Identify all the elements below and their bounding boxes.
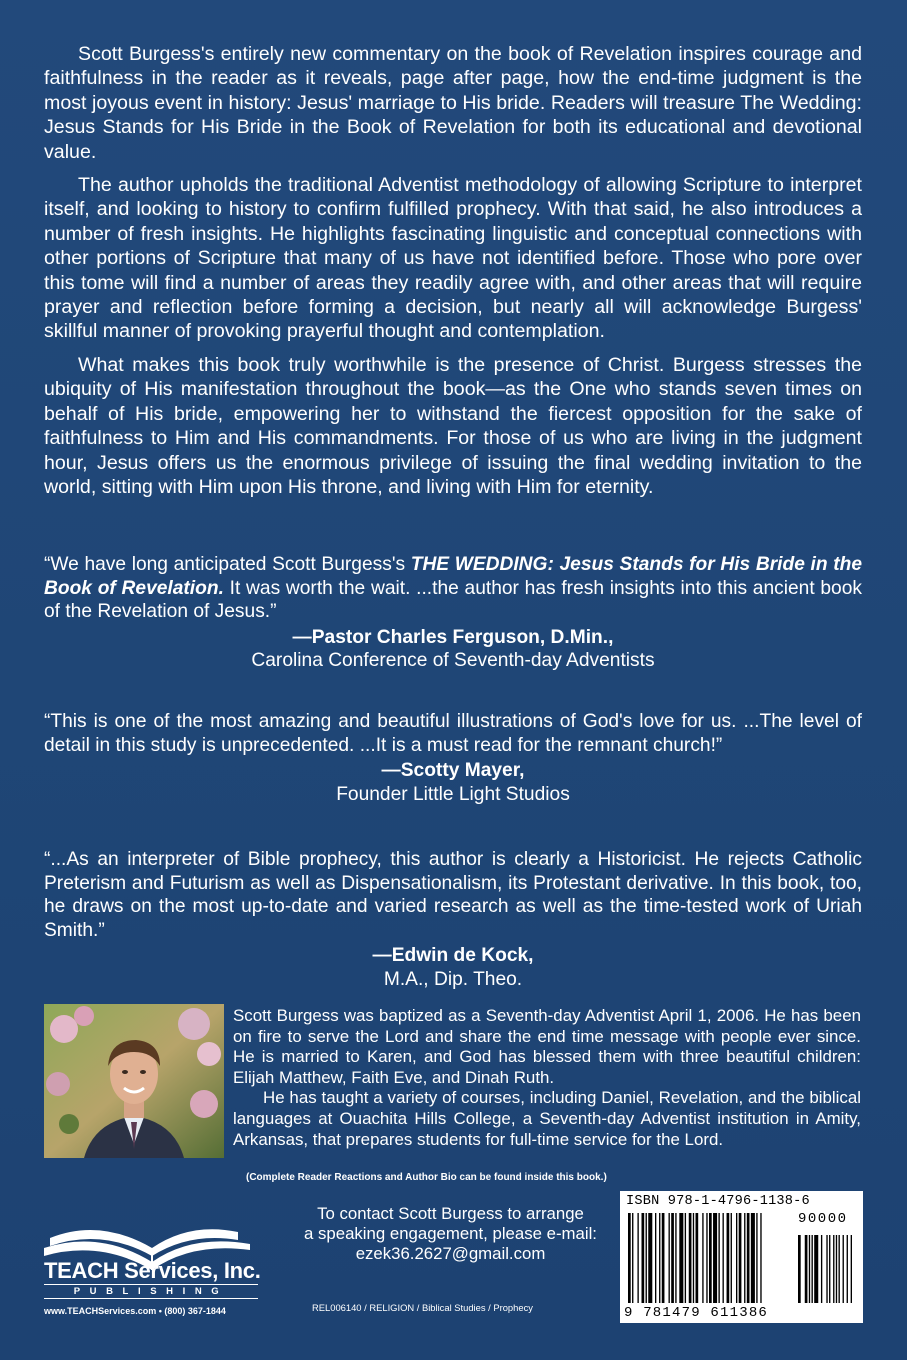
- barcode-bar: [836, 1235, 837, 1303]
- barcode-bar: [655, 1213, 656, 1303]
- barcode-bar: [689, 1213, 692, 1303]
- barcode-bar: [702, 1213, 703, 1303]
- isbn-barcode: [620, 1191, 863, 1323]
- quote-text: “We have long anticipated Scott Burgess's: [44, 554, 411, 575]
- barcode-bar: [648, 1213, 652, 1303]
- barcode-bar: [751, 1213, 755, 1303]
- barcode-bar: [628, 1213, 631, 1303]
- publisher-contact: www.TEACHServices.com • (800) 367-1844: [44, 1306, 226, 1316]
- barcode-bar: [709, 1213, 712, 1303]
- bio-paragraph: He has taught a variety of courses, including Daniel, Revelation, and the biblical languages at Ouachita Hills College, a Seventh-day Adventist institution in Amity, Arkansas, that prepares students for full-time service for the Lord.: [233, 1088, 861, 1149]
- barcode-digits: 9 781479 611386: [624, 1305, 769, 1321]
- author-bio: [233, 1006, 861, 1150]
- barcode-bar: [713, 1213, 717, 1303]
- bisac-category: REL006140 / RELIGION / Biblical Studies / Prophecy: [312, 1302, 533, 1313]
- barcode-bar: [662, 1213, 665, 1303]
- description-paragraph: Scott Burgess's entirely new commentary on the book of Revelation inspires courage and faithfulness in the reader as it reveals, page after page, how the end-time judgment is the most joyous event in history: Jesus' marriage to His bride. Readers will treasure The Wedding: Jesus Stands for His Bride in the Book of Revelation for both its educational and devotional value.: [44, 43, 862, 163]
- review-ferguson: [44, 553, 862, 673]
- reviewer-affiliation: M.A., Dip. Theo.: [383, 968, 523, 990]
- barcode-bar: [809, 1235, 810, 1303]
- reviewer-name: —Pastor Charles Ferguson, D.Min.,: [292, 626, 614, 648]
- barcode-bar: [637, 1213, 638, 1303]
- barcode-bar: [833, 1235, 834, 1303]
- author-photo: [44, 1004, 224, 1158]
- book-title: THE WEDDING: Jesus Stands for His Bride in the Book of Revelation.: [44, 554, 863, 599]
- book-description: [44, 42, 862, 508]
- contact-line: a speaking engagement, please e-mail:: [304, 1224, 597, 1243]
- reviewer-affiliation: Carolina Conference of Seventh-day Adventists: [251, 650, 655, 671]
- barcode-bar: [839, 1235, 840, 1303]
- publisher-name: TEACH Services, Inc.: [44, 1258, 261, 1283]
- contact-line: To contact Scott Burgess to arrange: [317, 1204, 584, 1223]
- review-de-kock: [44, 848, 862, 991]
- barcode-bar: [736, 1213, 737, 1303]
- barcode-bar: [747, 1213, 750, 1303]
- review-quote: [44, 553, 862, 624]
- open-book-logo-icon: [40, 1192, 270, 1322]
- publisher-subtitle: PUBLISHING: [44, 1284, 258, 1299]
- barcode-bar: [642, 1213, 645, 1303]
- barcode-bar: [669, 1213, 670, 1303]
- author-contact: [278, 1204, 623, 1264]
- barcode-bar: [685, 1213, 686, 1303]
- barcode-bars: [628, 1213, 856, 1307]
- barcode-bar: [679, 1213, 683, 1303]
- barcode-bar: [693, 1213, 694, 1303]
- barcode-bar: [814, 1235, 818, 1303]
- barcode-bar: [646, 1213, 647, 1303]
- isbn-text: ISBN 978-1-4796-1138-6: [626, 1194, 810, 1209]
- reviewer-name: —Edwin de Kock,: [372, 945, 534, 966]
- author-portrait-image: [44, 1004, 224, 1158]
- barcode-bar: [798, 1235, 801, 1303]
- barcode-bar: [718, 1213, 719, 1303]
- price-code: 90000: [798, 1211, 848, 1227]
- bio-paragraph: Scott Burgess was baptized as a Seventh-day Adventist April 1, 2006. He has been on fire to serve the Lord and share the end time message with people ever since. He is married to Karen, and God has blessed them with three beautiful children: Elijah Matthew, Faith Eve, and Dinah Ruth.: [233, 1006, 861, 1087]
- bio-note: (Complete Reader Reactions and Author Bio can be found inside this book.): [246, 1172, 607, 1183]
- review-mayer: [44, 710, 862, 806]
- barcode-bar: [812, 1235, 813, 1303]
- barcode-bar: [675, 1213, 676, 1303]
- barcode-bar: [843, 1235, 844, 1303]
- reviewer-affiliation: Founder Little Light Studios: [336, 783, 570, 805]
- barcode-bar: [744, 1213, 745, 1303]
- barcode-bar: [851, 1235, 852, 1303]
- barcode-bar: [731, 1213, 732, 1303]
- barcode-bar: [739, 1213, 742, 1303]
- barcode-bar: [671, 1213, 674, 1303]
- barcode-bar: [727, 1213, 730, 1303]
- barcode-bar: [847, 1235, 848, 1303]
- review-quote: “This is one of the most amazing and beautiful illustrations of God's love for us. ...The level of detail in this study is unprecedented. ...It is a must read for the remnant church!”: [44, 711, 862, 756]
- barcode-bar: [829, 1235, 830, 1303]
- barcode-bar: [756, 1213, 757, 1303]
- description-paragraph: The author upholds the traditional Adventist methodology of allowing Scripture to interpret itself, and looking to history to confirm fulfilled prophecy. With that said, he also introduces a number of fresh insights. He highlights fascinating linguistic and conceptual connections with other portions of Scripture that many of us have not identified before. Those who pore over this tome will find a number of areas they readily agree with, and other areas that will require prayer and reflection before forming a decision, but nearly all will acknowledge Burgess' skillful manner of provoking prayerful thought and contemplation.: [44, 174, 862, 343]
- barcode-bar: [632, 1213, 633, 1303]
- barcode-bar: [723, 1213, 724, 1303]
- reviewer-name: —Scotty Mayer,: [381, 760, 525, 781]
- barcode-bar: [760, 1213, 761, 1303]
- barcode-bar: [659, 1213, 660, 1303]
- review-quote: “...As an interpreter of Bible prophecy, this author is clearly a Historicist. He rejects Catholic Preterism and Futurism as well as Dispensationalism, its Protestant derivative. In this book, too, he draws on the most up-to-date and varied research as well as the time-tested work of Uriah Smith.”: [44, 849, 862, 941]
- quote-text: It was worth the wait. ...the author has fresh insights into this ancient book of the Revelation of Jesus.”: [44, 577, 862, 622]
- barcode-bar: [821, 1235, 822, 1303]
- contact-email: ezek36.2627@gmail.com: [355, 1244, 546, 1263]
- barcode-bar: [826, 1235, 827, 1303]
- barcode-bar: [805, 1235, 808, 1303]
- barcode-bar: [696, 1213, 699, 1303]
- barcode-bar: [706, 1213, 707, 1303]
- description-paragraph: What makes this book truly worthwhile is the presence of Christ. Burgess stresses the ubiquity of His manifestation throughout the book—as the One who stands seven times on behalf of His bride, empowering her to withstand the fiercest opposition for the sake of faithfulness to Him and His commandments. For those of us who are living in the judgment hour, Jesus offers us the enormous privilege of issuing the final wedding invitation to the world, sitting with Him upon His throne, and living with Him for eternity.: [44, 353, 862, 498]
